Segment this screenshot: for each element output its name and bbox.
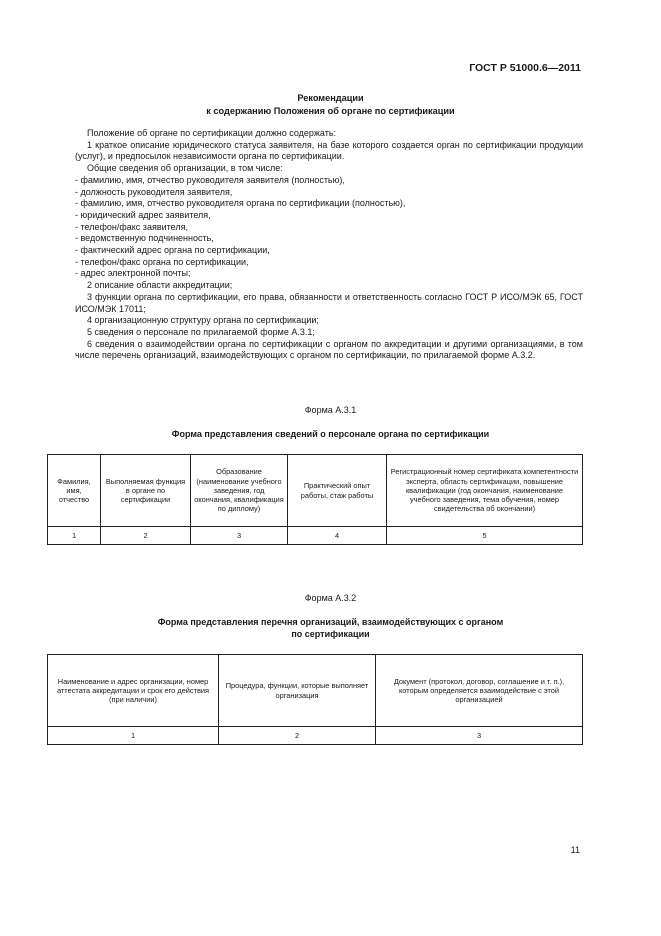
paragraph: 5 сведения о персонале по прилагаемой форме А.3.1; <box>87 326 315 337</box>
form-a32-title-line-2: по сертификации <box>291 629 370 639</box>
section-title-line-2: к содержанию Положения об органе по сертификации <box>206 106 455 116</box>
table-header-row <box>48 455 583 527</box>
number-cell: 5 <box>387 527 583 545</box>
number-cell: 1 <box>48 527 101 545</box>
header-cell: Выполняемая функция в органе по сертификации <box>101 455 191 527</box>
header-cell: Процедура, функции, которые выполняет организация <box>219 655 376 727</box>
paragraph: 1 краткое описание юридического статуса заявителя, на базе которого создается орган по сертификации продукции (услуг), и предпосылок независимости органа по сертификации. <box>75 139 583 162</box>
number-cell: 2 <box>101 527 191 545</box>
paragraph: Общие сведения об организации, в том числе: <box>87 163 283 174</box>
paragraph: 6 сведения о взаимодействии органа по сертификации с органом по аккредитации и другими организациями, в том числе перечень организаций, взаимодействующих с органом по сертификации, по прилагаемой форме А.3.2. <box>75 338 583 361</box>
header-cell: Документ (протокол, договор, соглашение и т. п.), которым определяется взаимодействие с этой организацией <box>376 655 583 727</box>
table-row <box>48 527 583 545</box>
number-cell: 4 <box>288 527 387 545</box>
list-item: - юридический адрес заявителя, <box>75 209 211 220</box>
list-item: - телефон/факс органа по сертификации, <box>75 256 249 267</box>
paragraph: Положение об органе по сертификации должно содержать: <box>87 128 337 138</box>
organizations-table <box>47 654 583 745</box>
table-header-row <box>48 655 583 727</box>
list-item: - адрес электронной почты; <box>75 268 191 279</box>
list-item: - должность руководителя заявителя, <box>75 186 233 197</box>
form-a31-label: Форма А.3.1 <box>304 405 357 415</box>
document-id: ГОСТ Р 51000.6—2011 <box>469 62 581 74</box>
list-item: - фамилию, имя, отчество руководителя органа по сертификации (полностью), <box>75 198 406 209</box>
section-title-line-1: Рекомендации <box>297 93 364 103</box>
list-item: - фамилию, имя, отчество руководителя заявителя (полностью), <box>75 174 345 185</box>
header-cell: Практический опыт работы, стаж работы <box>288 455 387 527</box>
section-title <box>0 92 661 118</box>
number-cell: 2 <box>219 727 376 745</box>
header-cell: Фамилия, имя, отчество <box>48 455 101 527</box>
table-row <box>48 727 583 745</box>
number-cell: 3 <box>376 727 583 745</box>
header-cell: Наименование и адрес организации, номер аттестата аккредитации и срок его действия (при наличии) <box>48 655 219 727</box>
paragraph: 2 описание области аккредитации; <box>87 280 233 291</box>
list-item: - фактический адрес органа по сертификации, <box>75 245 270 256</box>
number-cell: 3 <box>191 527 288 545</box>
form-a32-title-line-1: Форма представления перечня организаций, взаимодействующих с органом <box>157 617 504 627</box>
paragraph: 3 функции органа по сертификации, его права, обязанности и ответственность согласно ГОСТ Р ИСО/МЭК 65, ГОСТ ИСО/МЭК 17011; <box>75 291 583 314</box>
form-a31-title: Форма представления сведений о персонале органа по сертификации <box>171 429 490 439</box>
personnel-table <box>47 454 583 545</box>
list-item: - ведомственную подчиненность, <box>75 233 214 244</box>
header-cell: Образование (наименование учебного заведения, год окончания, квалификация по диплому) <box>191 455 288 527</box>
list-item: - телефон/факс заявителя, <box>75 221 188 232</box>
number-cell: 1 <box>48 727 219 745</box>
body-text <box>75 128 583 362</box>
form-a32-title <box>0 616 661 640</box>
paragraph: 4 организационную структуру органа по сертификации; <box>87 315 319 326</box>
header-cell: Регистрационный номер сертификата компетентности эксперта, область сертификации, повышение квалификации (год окончания, наименование учебного заведения, тема обучения, номер свидетельства об окончании) <box>387 455 583 527</box>
page-number: 11 <box>570 845 580 855</box>
form-a32-label: Форма А.3.2 <box>304 593 357 603</box>
